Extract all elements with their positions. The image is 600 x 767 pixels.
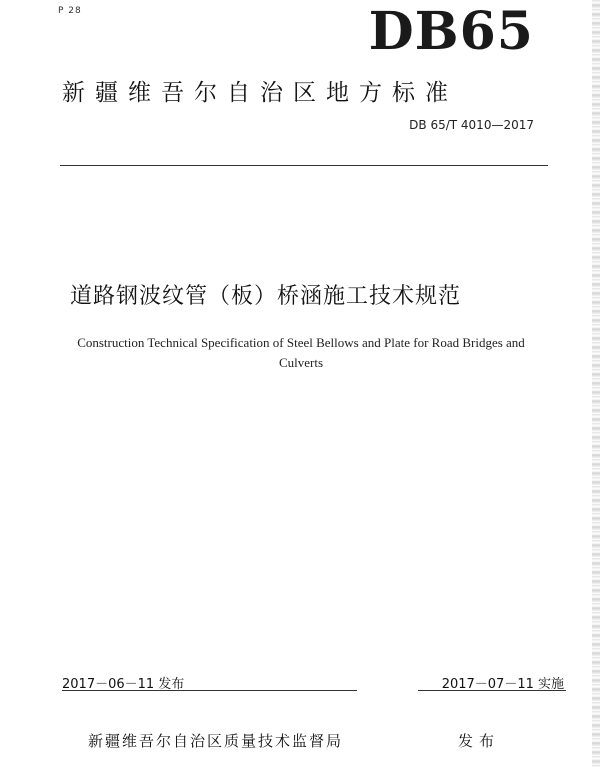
top-divider — [60, 165, 548, 166]
document-title-chinese: 道路钢波纹管（板）桥涵施工技术规范 — [70, 284, 462, 309]
issue-date: 2017－06－11 发布 — [62, 677, 185, 692]
standard-number: DB 65/T 4010—2017 — [409, 118, 534, 132]
bottom-divider-left — [62, 690, 357, 691]
document-title-english: Construction Technical Specification of Steel Bellows and Plate for Road Bridges and Culverts — [77, 335, 525, 370]
issuing-authority: 新疆维吾尔自治区质量技术监督局 — [88, 732, 344, 750]
bottom-divider-right — [418, 690, 566, 691]
page-corner-label: P 28 — [58, 6, 82, 16]
standard-type-heading: 新疆维吾尔自治区地方标准 — [62, 80, 458, 106]
implementation-date: 2017－07－11 实施 — [441, 677, 564, 692]
standard-logo: DB65 — [368, 1, 534, 62]
scan-edge-texture — [592, 0, 600, 767]
issuing-action-label: 发布 — [458, 732, 501, 750]
